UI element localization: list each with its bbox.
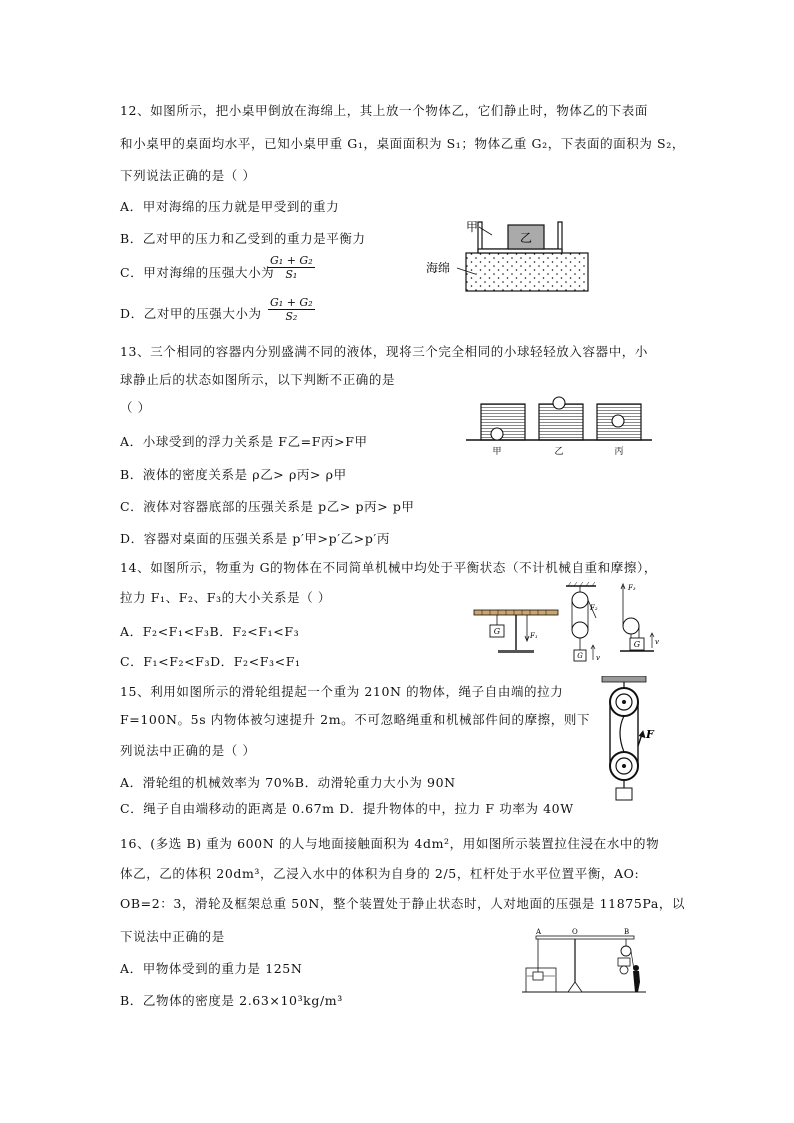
q12-stem-line2: 和小桌甲的桌面均水平，已知小桌甲重 G₁，桌面面积为 S₁；物体乙重 G₂，下表面的面积为 S₂，: [120, 136, 685, 151]
q13-stem-line3: （ ）: [120, 400, 151, 415]
q12-stem-line1: 12、如图所示，把小桌甲倒放在海绵上，其上放一个物体乙，它们静止时，物体乙的下表面: [120, 103, 649, 118]
q14-stem-line2: 拉力 F₁、F₂、F₃的大小关系是（ ）: [120, 590, 331, 605]
movable-pulley-1: [572, 622, 588, 638]
fulcrum: [568, 982, 582, 992]
label-a: A: [536, 928, 542, 936]
q12-stem-line3: 下列说法正确的是（ ）: [120, 168, 256, 183]
label-g-3: G: [633, 640, 641, 649]
ball-bing: [612, 415, 624, 427]
pulley-top: [621, 946, 631, 956]
label-bing: 丙: [614, 447, 624, 457]
lever-bar: [474, 610, 558, 615]
q12-option-d: D．乙对甲的压强大小为: [120, 306, 262, 321]
q16-stem-line1: 16、(多选 B) 重为 600N 的人与地面接触面积为 4dm²，用如图所示装置拉住浸在水中的物: [120, 836, 660, 851]
q15-stem-line1: 15、利用如图所示的滑轮组提起一个重为 210N 的物体，绳子自由端的拉力: [120, 684, 564, 699]
label-f3: F₃: [628, 584, 636, 592]
q12-fraction-d: [268, 296, 315, 323]
q15-stem-line2: F=100N。5s 内物体被匀速提升 2m。不可忽略绳重和机械部件间的摩擦，则下: [120, 712, 591, 727]
q14-options-cd: C．F₁<F₂<F₃D．F₂<F₃<F₁: [120, 654, 301, 669]
q13-option-b: B．液体的密度关系是 ρ乙> ρ丙> ρ甲: [120, 467, 347, 482]
q14-machines-figure: [470, 580, 666, 668]
q12-option-c: C．甲对海绵的压强大小为: [120, 265, 275, 280]
label-f2: F₂: [590, 604, 598, 612]
q13-option-d: D．容器对桌面的压强关系是 p′甲>p′乙>p′丙: [120, 531, 390, 546]
q14-stem-line1: 14、如图所示，物重为 G的物体在不同简单机械中均处于平衡状态（不计机械自重和摩擦），: [120, 560, 657, 575]
q13-option-a: A．小球受到的浮力关系是 F乙=F丙>F甲: [120, 434, 368, 449]
lever-ab: [536, 936, 634, 939]
q12-fraction-d-denominator: S₂: [285, 310, 298, 323]
q13-stem-line1: 13、三个相同的容器内分别盛满不同的液体，现将三个完全相同的小球轻轻放入容器中，小: [120, 344, 649, 359]
q16-option-a: A．甲物体受到的重力是 125N: [120, 961, 303, 976]
object-yi: [533, 972, 543, 980]
label-yi: 乙: [519, 231, 533, 245]
q15-options-ab: A．滑轮组的机械效率为 70%B．动滑轮重力大小为 90N: [120, 775, 456, 790]
label-jia: 甲: [492, 447, 502, 457]
q16-option-b: B．乙物体的密度是 2.63×10³kg/m³: [120, 993, 343, 1008]
label-g-2: G: [577, 652, 583, 660]
q12-option-b: B．乙对甲的压力和乙受到的重力是平衡力: [120, 231, 366, 246]
fixed-pulley-1: [572, 592, 588, 608]
q13-stem-line2: 球静止后的状态如图所示，以下判断不正确的是: [120, 372, 396, 387]
container-yi: [539, 404, 583, 440]
label-v-1: v: [596, 654, 600, 662]
lever-base: [498, 650, 534, 653]
label-g-1: G: [493, 627, 501, 636]
q12-fraction-d-numerator: G₁ + G₂: [270, 296, 313, 309]
person: [633, 971, 640, 992]
label-f: F: [646, 728, 654, 741]
ball-jia: [491, 428, 503, 440]
load-object: [616, 788, 632, 800]
label-b: B: [624, 928, 630, 936]
q16-stem-line2: 体乙，乙的体积 20dm³，乙浸入水中的体积为自身的 2/5，杠杆处于水平位置平衡，AO:: [120, 866, 640, 881]
q12-fraction-c-numerator: G₁ + G₂: [270, 254, 313, 267]
label-v-2: v: [655, 638, 659, 646]
q12-fraction-c-denominator: S₁: [285, 268, 298, 281]
q16-lever-apparatus-figure: [522, 924, 648, 996]
q16-stem-line4: 下说法中正确的是: [120, 929, 225, 944]
q15-options-cd: C．绳子自由端移动的距离是 0.67m D．提升物体的中，拉力 F 功率为 40W: [120, 801, 574, 816]
q12-fraction-c: [268, 254, 315, 281]
label-jia: 甲: [466, 220, 479, 234]
ball-yi: [553, 397, 565, 409]
q15-pulley-block-figure: [592, 676, 666, 804]
q13-containers-figure: [466, 394, 656, 460]
q12-table-sponge-figure: [420, 208, 596, 294]
label-f1: F₁: [530, 632, 538, 640]
label-o: O: [572, 928, 578, 936]
pulley-3: [623, 618, 639, 634]
pulley-frame: [618, 958, 630, 966]
q14-options-ab: A．F₂<F₁<F₃B．F₂<F₁<F₃: [120, 624, 300, 639]
sponge-block: [466, 253, 588, 291]
q15-stem-line3: 列说法中正确的是（ ）: [120, 743, 256, 758]
label-sponge: 海绵: [426, 261, 451, 275]
label-yi: 乙: [554, 447, 564, 457]
q12-option-a: A．甲对海绵的压力就是甲受到的重力: [120, 199, 340, 214]
q16-stem-line3: OB=2：3，滑轮及框架总重 50N，整个装置处于静止状态时，人对地面的压强是 11875Pa，以: [120, 896, 686, 911]
ceiling-mount: [602, 676, 646, 682]
q13-option-c: C．液体对容器底部的压强关系是 p乙> p丙> p甲: [120, 499, 415, 514]
